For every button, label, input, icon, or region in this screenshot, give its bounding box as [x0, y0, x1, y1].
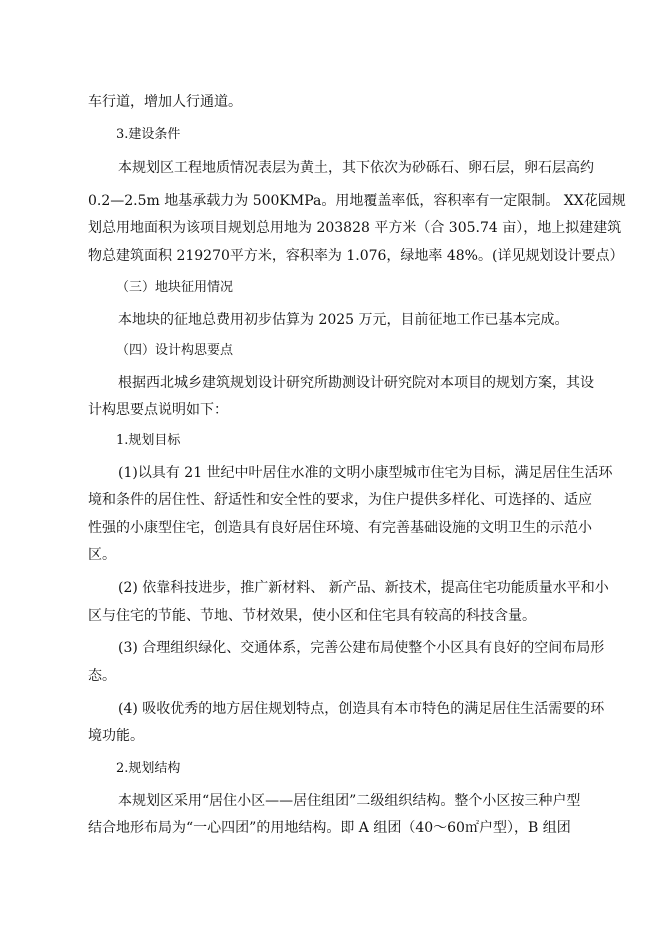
text-line: 车行道，增加人行通道。 — [88, 94, 242, 110]
text-line: (1)以具有 21 世纪中叶居住水准的文明小康型城市住宅为目标，满足居住生活环 — [118, 465, 613, 481]
section-heading: 3.建设条件 — [116, 127, 181, 142]
section-heading: （四）设计构思要点 — [116, 343, 234, 358]
text-line: (4) 吸收优秀的地方居住规划特点，创造具有本市特色的满足居住生活需要的环 — [118, 701, 605, 717]
text-line: 本规划区工程地质情况表层为黄土，其下依次为砂砾石、卵石层，卵石层高约 — [118, 160, 594, 176]
text-line: 根据西北城乡建筑规划设计研究所勘测设计研究院对本项目的规划方案，其设 — [118, 375, 594, 391]
text-line: 态。 — [88, 668, 116, 684]
text-line: 本规划区采用“居住小区——居住组团”二级组织结构。整个小区按三种户型 — [118, 793, 581, 809]
section-heading: （三）地块征用情况 — [116, 280, 234, 295]
text-line: 计构思要点说明如下： — [88, 402, 228, 418]
text-line: 境和条件的居住性、舒适性和安全性的要求，为住户提供多样化、可选择的、适应 — [88, 492, 592, 508]
text-line: 物总建筑面积 219270平方米，容积率为 1.076，绿地率 48%。(详见规划设计要点） — [88, 248, 624, 264]
text-line: (3) 合理组织绿化、交通体系，完善公建布局使整个小区具有良好的空间布局形 — [118, 640, 605, 656]
text-line: 划总用地面积为该项目规划总用地为 203828 平方米（合 305.74 亩），地上拟建建筑 — [88, 220, 622, 236]
text-line: 0.2—2.5m 地基承载力为 500KMPa。用地覆盖率低，容积率有一定限制。 XX花园规 — [88, 193, 626, 209]
section-heading: 2.规划结构 — [116, 761, 181, 776]
text-line: 本地块的征地总费用初步估算为 2025 万元，目前征地工作已基本完成。 — [118, 312, 569, 328]
text-line: 境功能。 — [88, 728, 144, 744]
text-line: 区。 — [88, 547, 116, 563]
text-line: 性强的小康型住宅，创造具有良好居住环境、有完善基础设施的文明卫生的示范小 — [88, 520, 592, 536]
text-line: (2) 依靠科技进步，推广新材料、 新产品、新技术，提高住宅功能质量水平和小 — [118, 580, 609, 596]
text-line: 结合地形布局为“一心四团”的用地结构。即 A 组团（40～60㎡户型），B 组团 — [88, 820, 571, 836]
section-heading: 1.规划目标 — [116, 433, 181, 448]
text-line: 区与住宅的节能、节地、节材效果，使小区和住宅具有较高的科技含量。 — [88, 608, 536, 624]
